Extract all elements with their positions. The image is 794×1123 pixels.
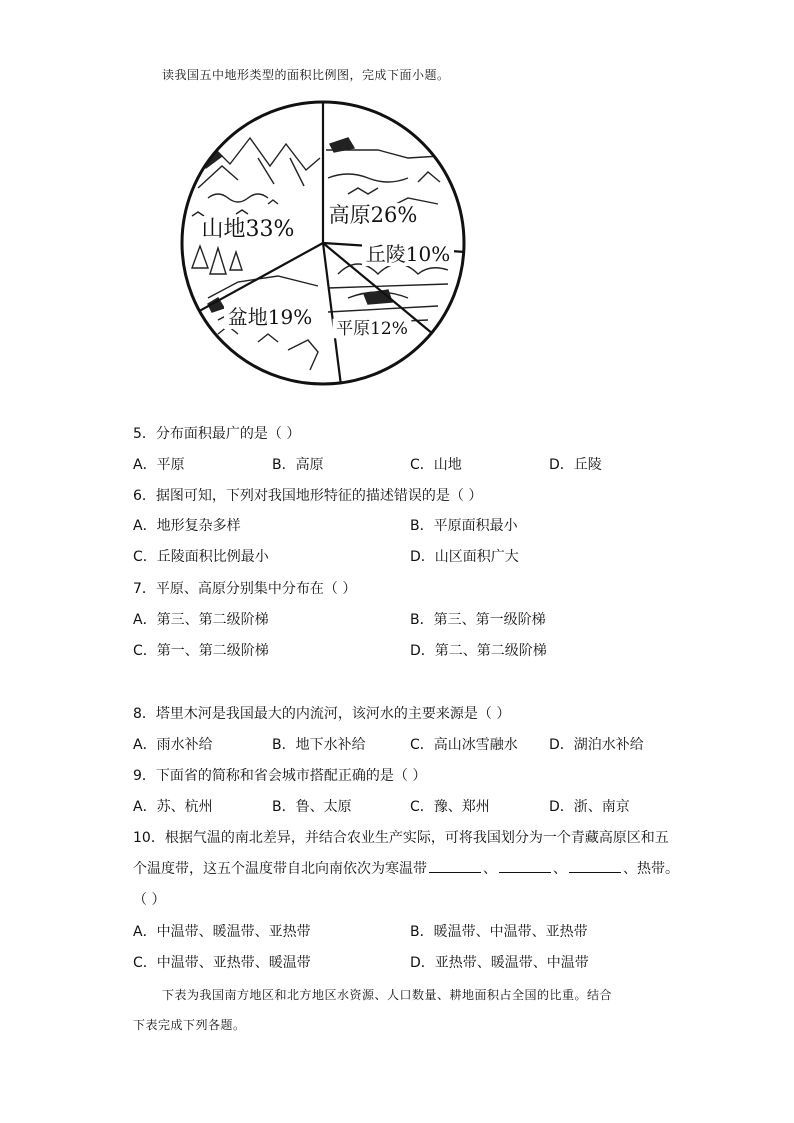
q10-blank-3[interactable] — [569, 860, 621, 873]
q5-option-c[interactable]: C．山地 — [410, 457, 462, 473]
slice-label-平原: 平原12% — [336, 319, 408, 339]
question-8-stem: 8．塔里木河是我国最大的内流河，该河水的主要来源是（ ） — [133, 706, 511, 722]
q10-option-b[interactable]: B．暖温带、中温带、亚热带 — [410, 924, 588, 940]
pie-divider-盆地 — [323, 243, 341, 383]
q6-option-b[interactable]: B．平原面积最小 — [410, 518, 518, 534]
q9-option-d[interactable]: D．浙、南京 — [549, 799, 630, 815]
question-10-stem-line2 — [133, 858, 679, 878]
question-7-stem: 7．平原、高原分别集中分布在（ ） — [133, 581, 357, 597]
q10-blank-1[interactable] — [429, 860, 481, 873]
q7-option-a[interactable]: A．第三、第二级阶梯 — [133, 612, 269, 628]
q10-stem-text-a: 个温度带，这五个温度带自北向南依次为寒温带 — [133, 861, 427, 877]
slice-label-山地: 山地33% — [201, 217, 295, 242]
q8-option-c[interactable]: C．高山冰雪融水 — [410, 737, 518, 753]
q8-option-d[interactable]: D．湖泊水补给 — [549, 737, 644, 753]
q10-blank-2[interactable] — [499, 860, 551, 873]
pie-divider-山地 — [199, 243, 323, 311]
table-note-line1: 下表为我国南方地区和北方地区水资源、人口数量、耕地面积占全国的比重。结合 — [162, 988, 613, 1002]
q10-stem-text-b: 、热带。 — [623, 861, 679, 877]
q10-option-c[interactable]: C．中温带、亚热带、暖温带 — [133, 955, 311, 971]
q5-option-d[interactable]: D．丘陵 — [549, 457, 602, 473]
intro-text: 读我国五中地形类型的面积比例图，完成下面小题。 — [162, 68, 450, 82]
q10-sep-1: 、 — [483, 861, 497, 877]
q9-option-b[interactable]: B．鲁、太原 — [272, 799, 352, 815]
q6-option-c[interactable]: C．丘陵面积比例最小 — [133, 549, 269, 565]
slice-label-盆地: 盆地19% — [227, 305, 313, 329]
question-5-stem: 5．分布面积最广的是（ ） — [133, 426, 301, 442]
q5-option-b[interactable]: B．高原 — [272, 457, 324, 473]
table-note-line2: 下表完成下列各题。 — [133, 1018, 246, 1032]
q10-sep-2: 、 — [553, 861, 567, 877]
slice-label-高原: 高原26% — [328, 203, 418, 227]
q7-option-c[interactable]: C．第一、第二级阶梯 — [133, 643, 269, 659]
q9-option-a[interactable]: A．苏、杭州 — [133, 799, 213, 815]
q7-option-d[interactable]: D．第二、第二级阶梯 — [410, 643, 547, 659]
q10-option-d[interactable]: D．亚热带、暖温带、中温带 — [410, 955, 589, 971]
q6-option-a[interactable]: A．地形复杂多样 — [133, 518, 241, 534]
terrain-pie-chart — [178, 98, 468, 388]
q7-option-b[interactable]: B．第三、第一级阶梯 — [410, 612, 546, 628]
question-10-stem-line1: 10．根据气温的南北差异，并结合农业生产实际，可将我国划分为一个青藏高原区和五 — [133, 830, 669, 846]
q5-option-a[interactable]: A．平原 — [133, 457, 185, 473]
q8-option-b[interactable]: B．地下水补给 — [272, 737, 366, 753]
question-9-stem: 9．下面省的简称和省会城市搭配正确的是（ ） — [133, 768, 427, 784]
q10-option-a[interactable]: A．中温带、暖温带、亚热带 — [133, 924, 311, 940]
question-10-stem-line3: （ ） — [133, 892, 166, 908]
q8-option-a[interactable]: A．雨水补给 — [133, 737, 213, 753]
slice-label-丘陵: 丘陵10% — [365, 242, 451, 266]
q9-option-c[interactable]: C．豫、郑州 — [410, 799, 490, 815]
q6-option-d[interactable]: D．山区面积广大 — [410, 549, 519, 565]
question-6-stem: 6．据图可知，下列对我国地形特征的描述错误的是（ ） — [133, 488, 483, 504]
